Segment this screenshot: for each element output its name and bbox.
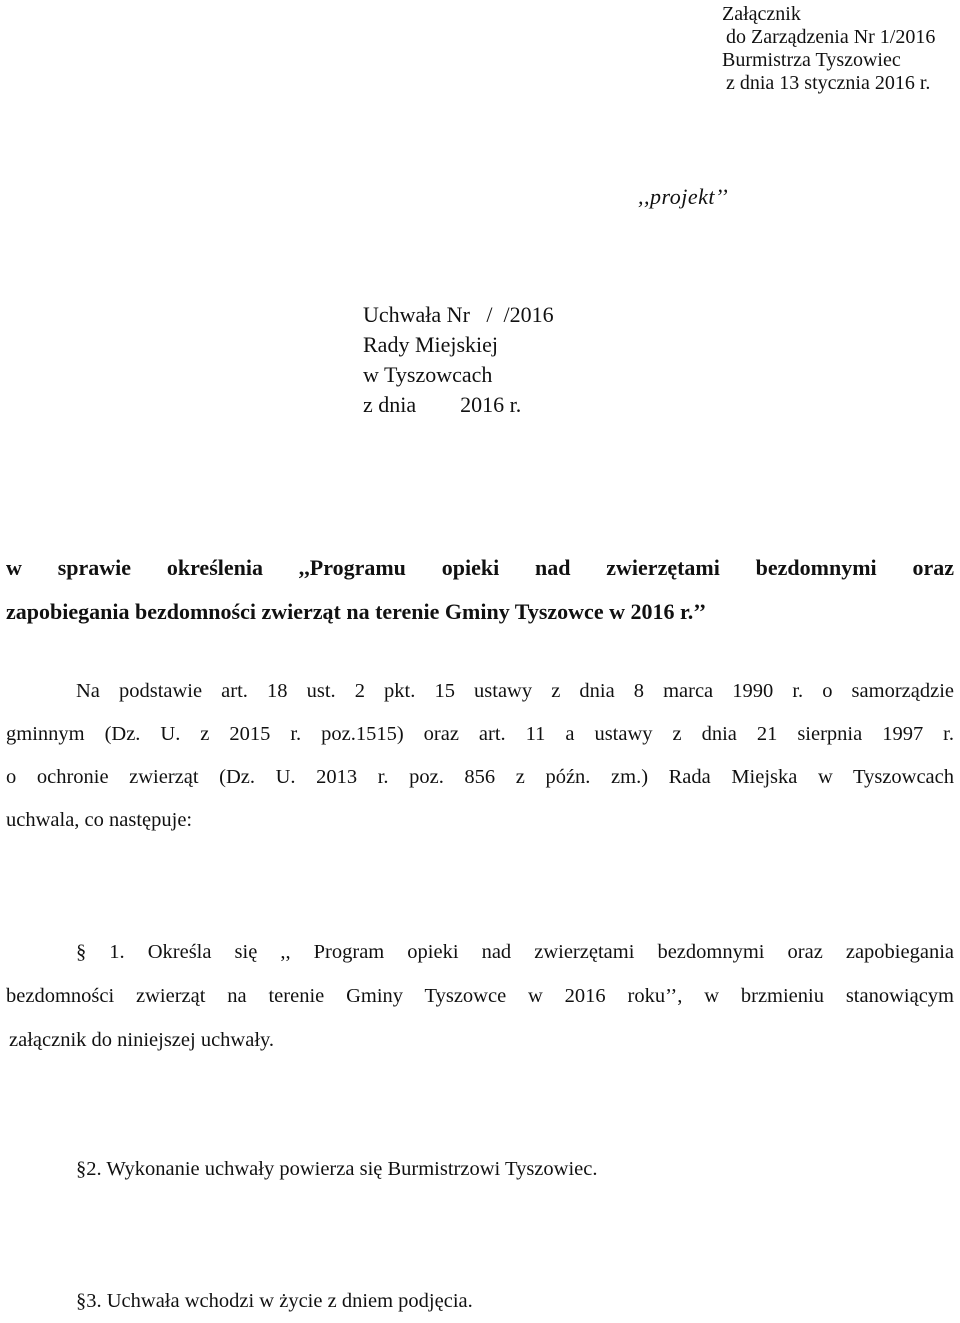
preamble-line-1: Na podstawie art. 18 ust. 2 pkt. 15 ustawy z dnia 8 marca 1990 r. o samorządzie (76, 680, 954, 702)
preamble (6, 670, 954, 842)
section-3 (6, 1280, 954, 1323)
resolution-header (363, 300, 554, 420)
annex-order-ref: do Zarządzenia Nr 1/2016 (726, 26, 936, 48)
preamble-line-3: o ochronie zwierząt (Dz. U. 2013 r. poz. 856 z późn. zm.) Rada Miejska w Tyszowcach (6, 766, 954, 788)
resolution-council: Rady Miejskiej (363, 332, 499, 357)
subject-line-2: zapobiegania bezdomności zwierząt na terenie Gminy Tyszowce w 2016 r.’’ (6, 599, 707, 624)
project-label: ,,projekt’’ (638, 184, 729, 209)
section-1-line-2: bezdomności zwierząt na terenie Gminy Tyszowce w 2016 roku’’, w brzmieniu stanowiącym (6, 985, 954, 1007)
annex-title: Załącznik (722, 3, 801, 25)
section-1-line-1: § 1. Określa się ,, Program opieki nad zwierzętami bezdomnymi oraz zapobiegania (76, 941, 954, 963)
section-2 (6, 1148, 954, 1191)
preamble-line-2: gminnym (Dz. U. z 2015 r. poz.1515) oraz art. 11 a ustawy z dnia 21 sierpnia 1997 r. (6, 723, 954, 745)
subject-line-1: w sprawie określenia ,,Programu opieki nad zwierzętami bezdomnymi oraz (6, 555, 954, 580)
resolution-number: Uchwała Nr / /2016 (363, 302, 554, 327)
section-3-text: §3. Uchwała wchodzi w życie z dniem podjęcia. (76, 1290, 473, 1312)
section-1 (6, 930, 954, 1062)
annex-issuer: Burmistrza Tyszowiec (722, 49, 901, 71)
section-2-text: §2. Wykonanie uchwały powierza się Burmistrzowi Tyszowiec. (76, 1158, 598, 1180)
preamble-line-4: uchwala, co następuje: (6, 809, 193, 831)
resolution-place: w Tyszowcach (363, 362, 493, 387)
annex-header (722, 3, 935, 95)
annex-date: z dnia 13 stycznia 2016 r. (726, 72, 931, 94)
resolution-subject (6, 546, 954, 634)
resolution-date: z dnia 2016 r. (363, 392, 522, 417)
section-1-line-3: załącznik do niniejszej uchwały. (9, 1029, 275, 1051)
